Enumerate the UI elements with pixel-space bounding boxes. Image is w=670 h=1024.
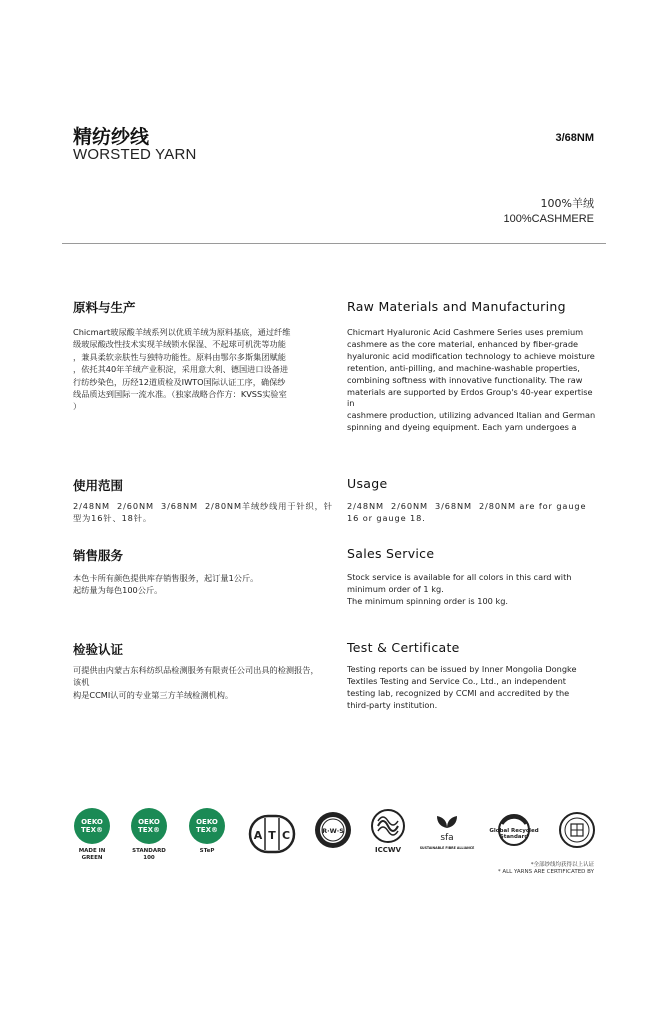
svg-text:R·W·S: R·W·S [322,827,344,835]
raw-materials-body-en [347,327,597,434]
svg-text:Global Recycled: Global Recycled [489,828,539,834]
usage-heading-cn: 使用范围 [73,478,124,493]
text-line: 级玻尿酸改性技术实现羊绒锁水保湿、不起球可机洗等功能 [73,339,286,350]
svg-text:sfa: sfa [440,833,454,843]
text-line: Chicmart玻尿酸羊绒系列以优质羊绒为原料基底，通过纤维 [73,327,291,337]
text-line: hyaluronic acid modification technology to achieve moisture [347,350,595,361]
text-line: 2/48NM 2/60NM 3/68NM 2/80NM are for gauge [347,501,587,511]
svg-text:C: C [281,829,291,842]
test-body-en [347,664,597,712]
logo-text: OEKO [196,818,218,826]
page-title-cn: 精纺纱线 [73,126,150,148]
svg-text:ICCWV: ICCWV [374,846,402,854]
rws-logo [313,810,353,854]
oeko-caption-made-in-green: MADE IN GREEN [78,848,106,861]
logo-text: TEX® [81,826,103,834]
text-line: Stock service is available for all colors in this card with [347,572,572,582]
usage-heading-en: Usage [347,476,388,491]
text-line: 起纺量为每色100公斤。 [73,585,163,596]
oeko-tex-made-in-green-logo [74,808,110,844]
text-line: 本色卡所有颜色提供库存销售服务，起订量1公斤。 [73,573,259,583]
text-line: spinning and dyeing equipment. Each yarn undergoes a [347,422,577,433]
text-line: ，兼具柔软亲肤性与独特功能性。原料由鄂尔多斯集团赋能 [73,351,286,362]
logo-text: OEKO [138,818,160,826]
sales-heading-en: Sales Service [347,546,435,561]
yarn-count: 3/68NM [555,132,594,144]
sales-body-en [347,572,597,608]
text-line: ） [73,401,82,412]
raw-materials-body-cn [73,326,325,413]
sales-body-cn [73,572,325,597]
text-line: third-party institution. [347,699,438,710]
logo-text: OEKO [81,818,103,826]
text-line: 线品质达到国际一流水准。（独家战略合作方：KVSS实验室 [73,389,287,400]
text-line: cashmere as the core material, enhanced by fiber-grade [347,338,579,349]
page-title-en: WORSTED YARN [73,146,197,163]
svg-text:Standard: Standard [499,834,529,840]
text-line: Textiles Testing and Service Co., Ltd., an independent [347,675,566,686]
test-heading-en: Test & Certificate [347,640,460,655]
oeko-caption-step: STeP [199,848,215,854]
text-line: Chicmart Hyaluronic Acid Cashmere Series uses premium [347,327,584,337]
oeko-caption-standard-100: STANDARD 100 [132,848,166,861]
sales-heading-cn: 销售服务 [73,548,124,563]
text-line: 构是CCMI认可的专业第三方羊绒检测机构。 [73,689,234,700]
usage-body-en [347,500,597,525]
composition-en: 100%CASHMERE [503,213,594,225]
test-body-cn [73,664,325,701]
oeko-tex-step-logo [189,808,225,844]
text-line: cashmere production, utilizing advanced Italian and German [347,410,596,421]
text-line: minimum order of 1 kg. [347,583,444,594]
oeko-tex-standard-100-logo [131,808,167,844]
text-line: 行纺纱染色，历经12道质检及IWTO国际认证工序，确保纱 [73,376,286,387]
certification-note-cn: *全部纱线均获得以上认证 [530,862,594,868]
logo-text: TEX® [196,826,218,834]
logo-text: TEX® [138,826,160,834]
test-heading-cn: 检验认证 [73,642,124,657]
text-line: Testing reports can be issued by Inner Mongolia Dongke [347,664,577,674]
text-line: combining softness with innovative functionality. The raw [347,374,583,385]
icaw-logo [368,808,408,858]
text-line: 16 or gauge 18. [347,513,426,524]
sfa-logo [419,808,475,858]
atc-logo [248,814,296,858]
text-line: materials are supported by Erdos Group's 40-year expertise in [347,386,593,409]
text-line: retention, anti-pilling, and machine-washable properties, [347,362,580,373]
text-line: The minimum spinning order is 100 kg. [347,595,509,606]
svg-text:SUSTAINABLE FIBRE ALLIANCE: SUSTAINABLE FIBRE ALLIANCE [419,846,475,850]
grs-logo [490,812,538,856]
certification-note-en: * ALL YARNS ARE CERTIFICATED BY [497,869,594,875]
header-divider [62,243,606,244]
text-line: 可提供由内蒙古东科纺织品检测服务有限责任公司出具的检测报告，该机 [73,665,319,688]
svg-text:A: A [253,829,263,842]
certification-logos [62,808,608,868]
text-line: ，依托其40年羊绒产业积淀，采用意大利、德国进口设备进 [73,364,289,375]
usage-body-cn [73,500,333,525]
raw-materials-heading-cn: 原料与生产 [73,300,136,315]
text-line: 型为16针、18针。 [73,513,152,524]
text-line: testing lab, recognized by CCMI and accredited by the [347,687,570,698]
text-line: 2/48NM 2/60NM 3/68NM 2/80NM羊绒纱线用于针织，针 [73,501,333,511]
composition-cn: 100%羊绒 [540,197,594,210]
raw-materials-heading-en: Raw Materials and Manufacturing [347,299,566,314]
inspection-seal-logo [557,810,597,854]
svg-text:T: T [268,829,276,842]
